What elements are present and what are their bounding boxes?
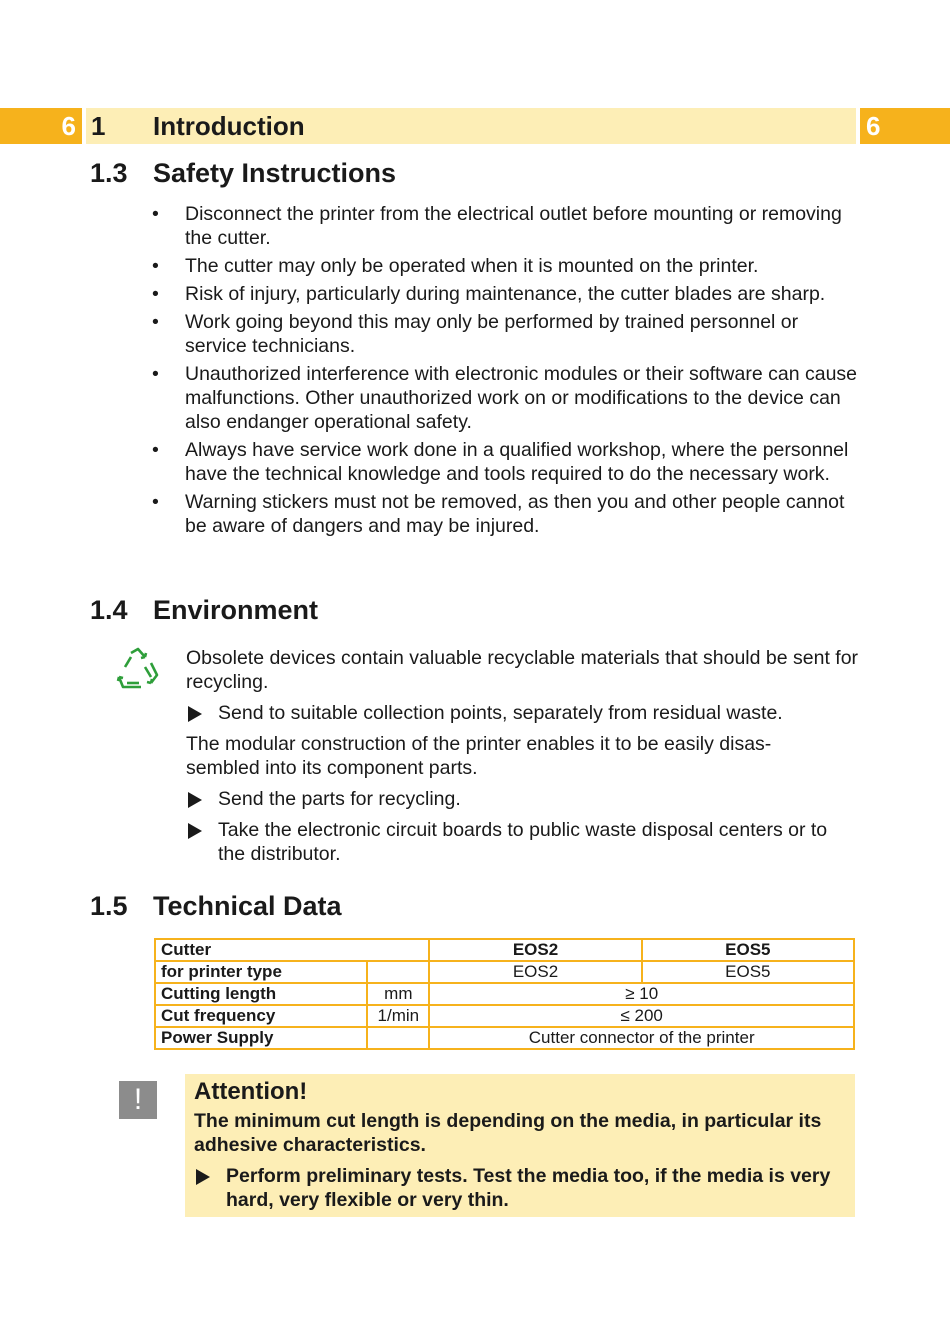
row-value-eos5: EOS5: [642, 961, 854, 983]
step-text: Send the parts for recycling.: [218, 788, 461, 810]
environment-section-number: 1.4: [90, 595, 128, 625]
environment-step-3: [186, 818, 858, 866]
arrow-right-icon: [188, 823, 202, 839]
environment-intro: Obsolete devices contain valuable recyclable materials that should be sent for recycling.: [186, 647, 859, 693]
safety-section-title: Safety Instructions: [153, 158, 397, 188]
table-header-label: Cutter: [155, 939, 429, 961]
chapter-number: 1: [91, 110, 106, 141]
environment-paragraph: The modular construction of the printer enables it to be easily disas-sembled into its component parts.: [186, 733, 772, 779]
attention-box: [185, 1074, 855, 1217]
table-header-eos2: EOS2: [429, 939, 641, 961]
list-item: [150, 362, 860, 434]
row-unit: 1/min: [367, 1005, 429, 1027]
table-row: [155, 1005, 854, 1027]
environment-step-2: [186, 787, 858, 811]
arrow-right-icon: [188, 792, 202, 808]
row-label: Power Supply: [155, 1027, 367, 1049]
row-label: Cut frequency: [155, 1005, 367, 1027]
step-text: Take the electronic circuit boards to public waste disposal centers or to the distributor.: [218, 819, 828, 865]
row-value: ≥ 10: [429, 983, 854, 1005]
arrow-right-icon: [188, 706, 202, 722]
table-row: [155, 1027, 854, 1049]
row-value: Cutter connector of the printer: [429, 1027, 854, 1049]
bullet-icon: •: [152, 363, 159, 385]
bullet-icon: •: [152, 311, 159, 333]
environment-step-1: [186, 701, 858, 725]
attention-step: [194, 1164, 866, 1212]
step-text: Send to suitable collection points, separately from residual waste.: [218, 702, 783, 724]
list-item: [150, 202, 860, 250]
warning-icon: !: [119, 1081, 157, 1119]
row-unit: [367, 1027, 429, 1049]
list-item: [150, 490, 860, 538]
row-value-eos2: EOS2: [429, 961, 641, 983]
row-value: ≤ 200: [429, 1005, 854, 1027]
list-item: [150, 254, 860, 278]
table-header-row: [155, 939, 854, 961]
environment-section-title: Environment: [153, 595, 319, 625]
technical-section-title: Technical Data: [153, 891, 342, 921]
chapter-header: [86, 108, 856, 144]
technical-section-number: 1.5: [90, 891, 128, 921]
bullet-icon: •: [152, 203, 159, 225]
list-item-text: Risk of injury, particularly during maintenance, the cutter blades are sharp.: [185, 283, 826, 305]
safety-section-number: 1.3: [90, 158, 128, 188]
row-unit: mm: [367, 983, 429, 1005]
list-item: [150, 310, 860, 358]
bullet-icon: •: [152, 491, 159, 513]
recycle-icon: [115, 647, 161, 691]
attention-text: The minimum cut length is depending on the media, in particular its adhesive characteristics.: [194, 1110, 822, 1156]
bullet-icon: •: [152, 255, 159, 277]
list-item-text: Work going beyond this may only be performed by trained personnel or service technicians.: [185, 311, 799, 357]
technical-data-table: [154, 938, 855, 1050]
list-item: [150, 282, 860, 306]
bullet-icon: •: [152, 283, 159, 305]
list-item: [150, 438, 860, 486]
table-row: [155, 961, 854, 983]
table-header-eos5: EOS5: [642, 939, 854, 961]
list-item-text: Warning stickers must not be removed, as then you and other people cannot be aware of dangers and may be injured.: [185, 491, 845, 537]
bullet-icon: •: [152, 439, 159, 461]
attention-title: Attention!: [194, 1078, 308, 1105]
table-row: [155, 983, 854, 1005]
list-item-text: Always have service work done in a qualified workshop, where the personnel have the technical knowledge and tools required to do the necessary work.: [185, 439, 849, 485]
arrow-right-icon: [196, 1169, 210, 1185]
list-item-text: Unauthorized interference with electronic modules or their software can cause malfunctions. Other unauthorized work on or modifications to the device can also endanger operational safety.: [185, 363, 858, 433]
row-unit: [367, 961, 429, 983]
list-item-text: Disconnect the printer from the electrical outlet before mounting or removing the cutter.: [185, 203, 842, 249]
attention-step-text: Perform preliminary tests. Test the media too, if the media is very hard, very flexible or very thin.: [226, 1165, 831, 1211]
row-label: for printer type: [155, 961, 367, 983]
safety-list: [150, 202, 860, 542]
page-number-left: 6: [0, 108, 82, 144]
row-label: Cutting length: [155, 983, 367, 1005]
page-number-right: 6: [860, 108, 950, 144]
chapter-title: Introduction: [153, 110, 305, 141]
list-item-text: The cutter may only be operated when it is mounted on the printer.: [185, 255, 759, 277]
